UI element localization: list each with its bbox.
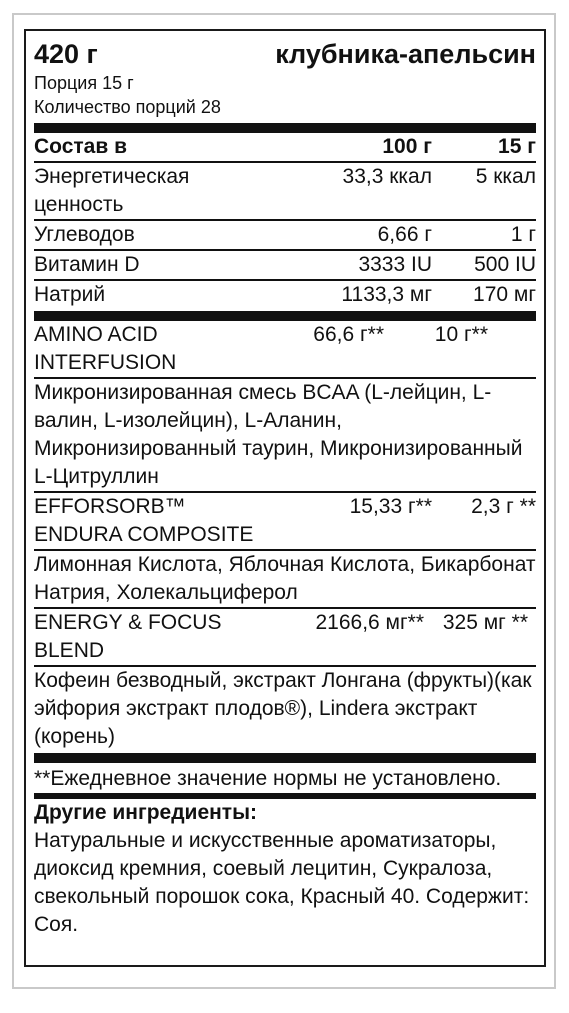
nutrient-name: Витамин D [34,253,140,276]
nutrient-row [34,221,536,249]
nutrient-per100: 3333 IU [358,253,432,276]
blend-row [34,321,536,377]
blend-name: ENERGY & FOCUS BLEND [34,611,222,662]
blend-per100: 15,33 г** [349,495,432,518]
blend-row [34,493,536,549]
other-ingredients-title: Другие ингредиенты: [34,801,258,824]
blend-ingredients: Кофеин безводный, экстракт Лонгана (фрукты)(как эйфория экстракт плодов®), Lindera экстракт (корень) [34,669,532,748]
nutrient-per100: 33,3 ккал [342,165,432,188]
blend-per100: 2166,6 мг** [315,611,424,634]
nutrient-row [34,251,536,279]
nutrient-name: Углеводов [34,223,135,246]
blend-row [34,609,536,665]
net-weight: 420 г [34,39,98,69]
nutrient-per15: 1 г [510,223,536,246]
column-per15: 15 г [498,135,536,158]
other-ingredients-text: Натуральные и искусственные ароматизаторы, диоксид кремния, соевый лецитин, Сукралоза, свекольный порошок сока, Красный 40. Содержит: Соя. [34,829,530,936]
nutrient-row [34,163,536,219]
blend-name: EFFORSORB™ ENDURA COMPOSITE [34,495,254,546]
serving-size: Порция 15 г [34,73,134,93]
nutrient-per100: 1133,3 мг [341,283,432,306]
blend-ingredients: Лимонная Кислота, Яблочная Кислота, Бикарбонат Натрия, Холекальциферол [34,553,536,604]
blend-name: AMINO ACID INTERFUSION [34,323,177,374]
blend-per15: 325 мг ** [442,611,528,634]
nutrient-row [34,281,536,309]
label-header [34,37,536,71]
blend-per15: 2,3 г ** [471,495,536,518]
divider [34,311,536,321]
column-per100: 100 г [382,135,432,158]
blend-per15: 10 г** [434,323,488,346]
column-name: Состав в [34,135,128,158]
flavor: клубника-апельсин [275,39,536,69]
nutrient-per15: 500 IU [474,253,536,276]
column-header [34,133,536,161]
footnote: **Ежедневное значение нормы не установлено. [34,767,502,790]
nutrient-per100: 6,66 г [377,223,432,246]
divider [34,123,536,133]
nutrition-label [24,29,546,967]
blend-ingredients: Микронизированная смесь BCAA (L-лейцин, L-валин, L-изолейцин), L-Аланин, Микронизированный таурин, Микронизированный L-Цитруллин [34,381,523,488]
servings-count: Количество порций 28 [34,97,221,117]
blend-per100: 66,6 г** [313,323,384,346]
nutrient-per15: 5 ккал [475,165,536,188]
divider [34,753,536,763]
nutrient-name: Натрий [34,283,106,306]
nutrient-name: Энергетическая ценность [34,165,190,216]
nutrient-per15: 170 мг [473,283,536,306]
